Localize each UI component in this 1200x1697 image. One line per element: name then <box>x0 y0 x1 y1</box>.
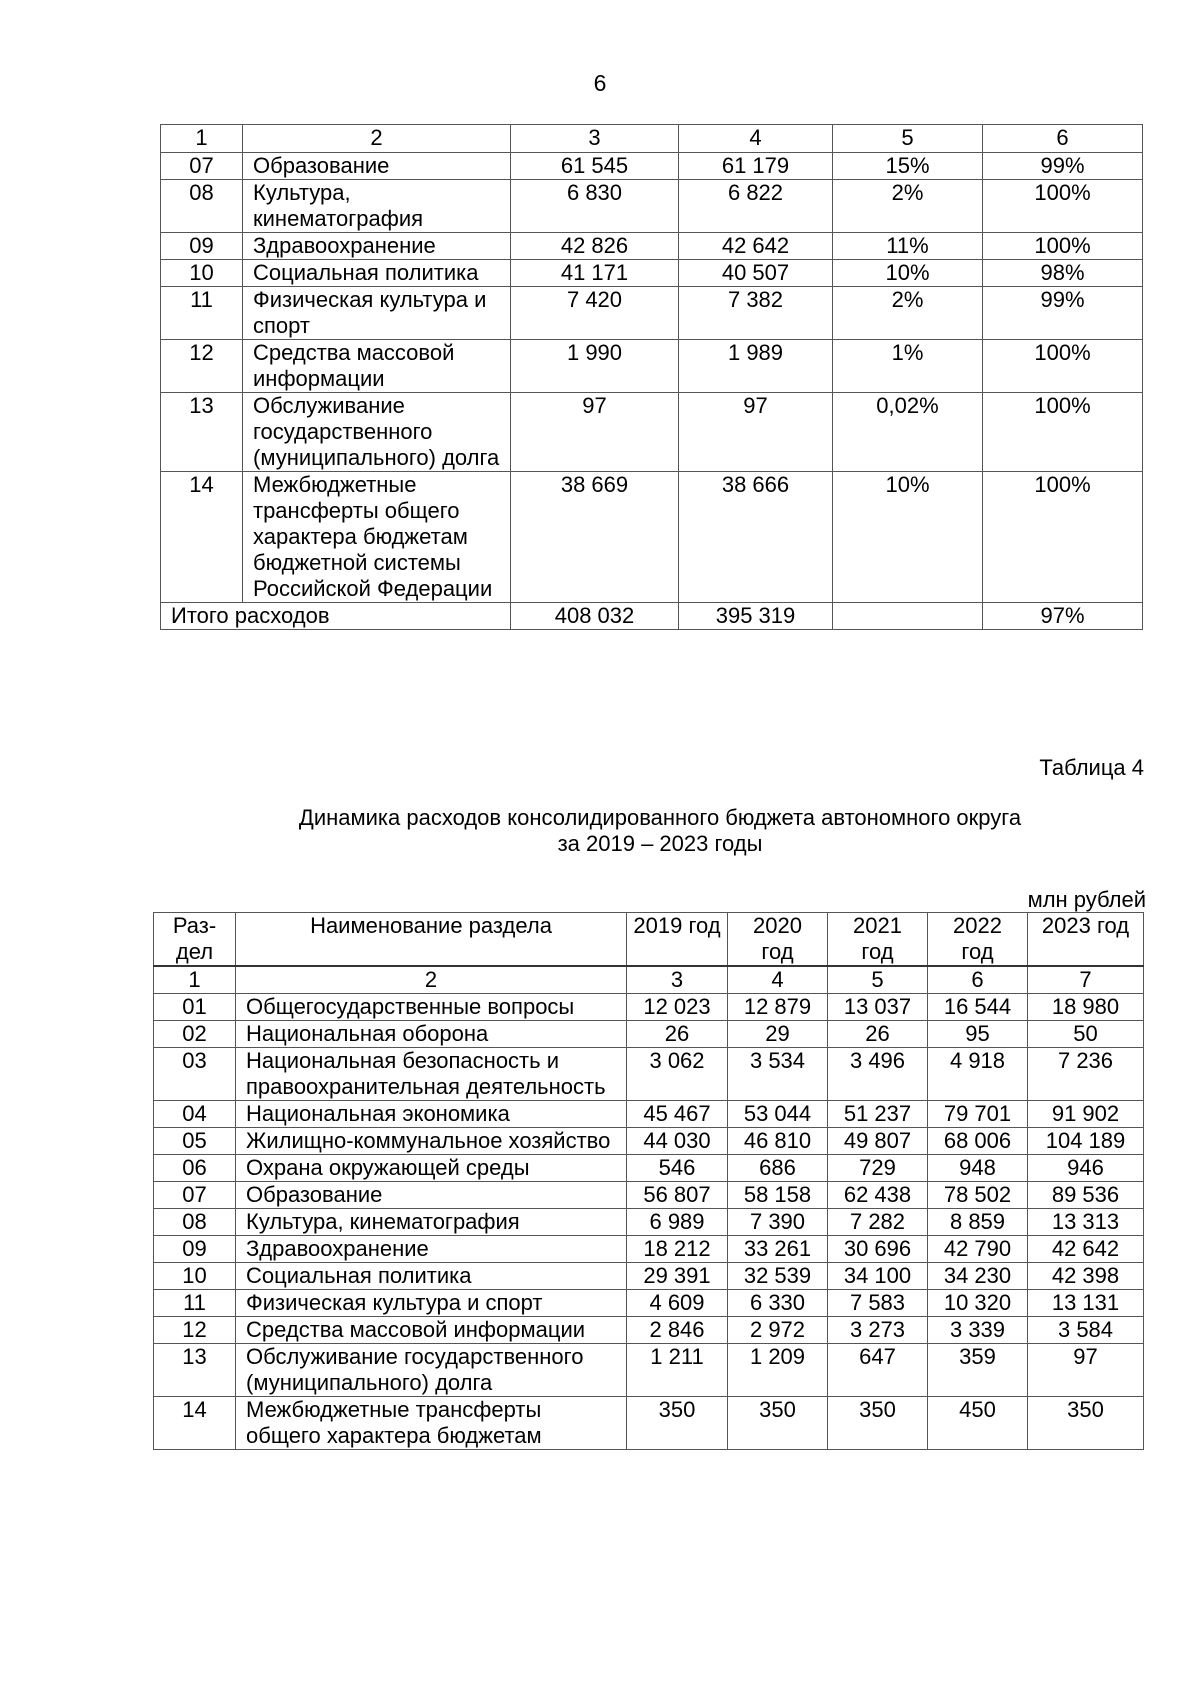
table-row <box>154 994 1144 1021</box>
value-2019: 12 023 <box>627 994 728 1021</box>
table-row <box>161 260 1143 287</box>
header-year: 2019 год <box>627 913 728 967</box>
section-name: Физическая культура и спорт <box>236 1290 627 1317</box>
share-value <box>833 603 983 630</box>
section-name: Национальная оборона <box>236 1021 627 1048</box>
section-code: 14 <box>161 472 243 603</box>
column-number: 5 <box>833 125 983 153</box>
table-caption: Таблица 4 <box>1039 755 1144 780</box>
value-2020: 7 390 <box>728 1209 828 1236</box>
value-2021: 3 273 <box>828 1317 928 1344</box>
share-value: 1% <box>833 340 983 393</box>
section-name: Средства массовой информации <box>236 1317 627 1344</box>
section-name: Образование <box>236 1182 627 1209</box>
section-name: Национальная безопасность и правоохранительная деятельность <box>236 1048 627 1101</box>
table-body <box>161 125 1143 630</box>
section-code: 08 <box>161 180 243 233</box>
section-name: Физическая культура и спорт <box>243 287 511 340</box>
execution-value: 100% <box>983 340 1143 393</box>
value-2023: 89 536 <box>1028 1182 1144 1209</box>
share-value: 10% <box>833 472 983 603</box>
value-2020: 1 209 <box>728 1344 828 1397</box>
value-2020: 6 330 <box>728 1290 828 1317</box>
plan-value: 1 990 <box>511 340 679 393</box>
value-2021: 49 807 <box>828 1128 928 1155</box>
table-title-line: за 2019 – 2023 годы <box>557 831 763 856</box>
table-row <box>154 1344 1144 1397</box>
section-code: 11 <box>154 1290 236 1317</box>
value-2019: 29 391 <box>627 1263 728 1290</box>
section-code: 01 <box>154 994 236 1021</box>
value-2022: 78 502 <box>928 1182 1028 1209</box>
column-number: 1 <box>154 966 236 994</box>
value-2020: 58 158 <box>728 1182 828 1209</box>
value-2019: 3 062 <box>627 1048 728 1101</box>
value-2019: 44 030 <box>627 1128 728 1155</box>
fact-value: 1 989 <box>679 340 833 393</box>
header-section: Раз-дел <box>154 913 236 967</box>
column-number: 5 <box>828 966 928 994</box>
value-2022: 42 790 <box>928 1236 1028 1263</box>
table-row <box>154 1182 1144 1209</box>
value-2023: 91 902 <box>1028 1101 1144 1128</box>
value-2019: 26 <box>627 1021 728 1048</box>
table-row <box>154 1021 1144 1048</box>
value-2019: 56 807 <box>627 1182 728 1209</box>
execution-value: 98% <box>983 260 1143 287</box>
table-title <box>0 805 1200 857</box>
table-row <box>154 1397 1144 1450</box>
section-code: 09 <box>154 1236 236 1263</box>
plan-value: 6 830 <box>511 180 679 233</box>
section-name: Межбюджетные трансферты общего характера бюджетам <box>236 1397 627 1450</box>
value-2020: 12 879 <box>728 994 828 1021</box>
section-code: 07 <box>154 1182 236 1209</box>
table-body <box>154 913 1144 1450</box>
value-2021: 647 <box>828 1344 928 1397</box>
value-2020: 29 <box>728 1021 828 1048</box>
value-2022: 79 701 <box>928 1101 1028 1128</box>
table-row <box>154 1317 1144 1344</box>
section-name: Жилищно-коммунальное хозяйство <box>236 1128 627 1155</box>
table-row <box>161 153 1143 180</box>
plan-value: 38 669 <box>511 472 679 603</box>
fact-value: 6 822 <box>679 180 833 233</box>
section-name: Социальная политика <box>236 1263 627 1290</box>
value-2022: 450 <box>928 1397 1028 1450</box>
value-2021: 7 282 <box>828 1209 928 1236</box>
value-2019: 6 989 <box>627 1209 728 1236</box>
table-row <box>154 1128 1144 1155</box>
section-code: 10 <box>154 1263 236 1290</box>
execution-value: 100% <box>983 233 1143 260</box>
section-name: Средства массовой информации <box>243 340 511 393</box>
value-2023: 97 <box>1028 1344 1144 1397</box>
section-name: Культура, кинематография <box>236 1209 627 1236</box>
value-2020: 350 <box>728 1397 828 1450</box>
section-code: 13 <box>161 393 243 472</box>
units-label: млн рублей <box>1027 887 1146 912</box>
value-2021: 3 496 <box>828 1048 928 1101</box>
value-2021: 62 438 <box>828 1182 928 1209</box>
column-number: 3 <box>627 966 728 994</box>
column-number: 1 <box>161 125 243 153</box>
section-name: Образование <box>243 153 511 180</box>
table-row <box>154 1290 1144 1317</box>
section-code: 04 <box>154 1101 236 1128</box>
plan-value: 41 171 <box>511 260 679 287</box>
column-number: 7 <box>1028 966 1144 994</box>
table-row <box>154 1263 1144 1290</box>
value-2019: 4 609 <box>627 1290 728 1317</box>
section-code: 06 <box>154 1155 236 1182</box>
section-code: 14 <box>154 1397 236 1450</box>
value-2023: 18 980 <box>1028 994 1144 1021</box>
table-row <box>154 1101 1144 1128</box>
total-row <box>161 603 1143 630</box>
section-code: 08 <box>154 1209 236 1236</box>
value-2019: 546 <box>627 1155 728 1182</box>
section-name: Здравоохранение <box>236 1236 627 1263</box>
value-2023: 13 131 <box>1028 1290 1144 1317</box>
section-code: 09 <box>161 233 243 260</box>
share-value: 2% <box>833 287 983 340</box>
plan-value: 7 420 <box>511 287 679 340</box>
column-number: 2 <box>236 966 627 994</box>
value-2021: 729 <box>828 1155 928 1182</box>
table-row <box>154 1209 1144 1236</box>
table-row <box>154 1155 1144 1182</box>
value-2023: 7 236 <box>1028 1048 1144 1101</box>
share-value: 10% <box>833 260 983 287</box>
section-code: 05 <box>154 1128 236 1155</box>
value-2023: 42 398 <box>1028 1263 1144 1290</box>
section-name: Национальная экономика <box>236 1101 627 1128</box>
value-2020: 33 261 <box>728 1236 828 1263</box>
value-2019: 45 467 <box>627 1101 728 1128</box>
plan-value: 42 826 <box>511 233 679 260</box>
header-year: 2022 год <box>928 913 1028 967</box>
table-row <box>161 393 1143 472</box>
value-2022: 3 339 <box>928 1317 1028 1344</box>
table-row <box>161 180 1143 233</box>
section-name: Культура, кинематография <box>243 180 511 233</box>
section-code: 02 <box>154 1021 236 1048</box>
value-2022: 95 <box>928 1021 1028 1048</box>
column-number-row <box>161 125 1143 153</box>
section-name: Здравоохранение <box>243 233 511 260</box>
value-2021: 26 <box>828 1021 928 1048</box>
table-row <box>161 472 1143 603</box>
value-2021: 13 037 <box>828 994 928 1021</box>
table-row <box>161 340 1143 393</box>
value-2023: 350 <box>1028 1397 1144 1450</box>
execution-value: 100% <box>983 180 1143 233</box>
section-name: Охрана окружающей среды <box>236 1155 627 1182</box>
execution-value: 100% <box>983 393 1143 472</box>
section-name: Межбюджетные трансферты общего характера бюджетам бюджетной системы Российской Федерации <box>243 472 511 603</box>
section-name: Социальная политика <box>243 260 511 287</box>
value-2023: 3 584 <box>1028 1317 1144 1344</box>
column-number: 6 <box>983 125 1143 153</box>
table-row <box>161 233 1143 260</box>
value-2019: 2 846 <box>627 1317 728 1344</box>
value-2022: 8 859 <box>928 1209 1028 1236</box>
value-2020: 32 539 <box>728 1263 828 1290</box>
column-number: 3 <box>511 125 679 153</box>
share-value: 0,02% <box>833 393 983 472</box>
fact-value: 38 666 <box>679 472 833 603</box>
value-2021: 34 100 <box>828 1263 928 1290</box>
section-code: 07 <box>161 153 243 180</box>
column-number: 4 <box>728 966 828 994</box>
value-2021: 7 583 <box>828 1290 928 1317</box>
table-row <box>154 1048 1144 1101</box>
fact-value: 42 642 <box>679 233 833 260</box>
section-code: 11 <box>161 287 243 340</box>
value-2019: 1 211 <box>627 1344 728 1397</box>
execution-value: 100% <box>983 472 1143 603</box>
value-2021: 30 696 <box>828 1236 928 1263</box>
fact-value: 61 179 <box>679 153 833 180</box>
execution-value: 99% <box>983 153 1143 180</box>
plan-value: 97 <box>511 393 679 472</box>
execution-value: 97% <box>983 603 1143 630</box>
fact-value: 40 507 <box>679 260 833 287</box>
header-name: Наименование раздела <box>236 913 627 967</box>
column-number-row <box>154 966 1144 994</box>
share-value: 11% <box>833 233 983 260</box>
value-2023: 104 189 <box>1028 1128 1144 1155</box>
column-number: 2 <box>243 125 511 153</box>
section-code: 10 <box>161 260 243 287</box>
fact-value: 97 <box>679 393 833 472</box>
table-row <box>161 287 1143 340</box>
value-2022: 10 320 <box>928 1290 1028 1317</box>
value-2023: 946 <box>1028 1155 1144 1182</box>
value-2022: 948 <box>928 1155 1028 1182</box>
value-2022: 16 544 <box>928 994 1028 1021</box>
plan-value: 408 032 <box>511 603 679 630</box>
plan-value: 61 545 <box>511 153 679 180</box>
value-2022: 4 918 <box>928 1048 1028 1101</box>
section-name: Общегосударственные вопросы <box>236 994 627 1021</box>
expenditure-execution-table <box>160 124 1143 630</box>
value-2019: 18 212 <box>627 1236 728 1263</box>
table-row <box>154 1236 1144 1263</box>
value-2023: 50 <box>1028 1021 1144 1048</box>
header-row <box>154 913 1144 967</box>
header-year: 2021 год <box>828 913 928 967</box>
value-2022: 68 006 <box>928 1128 1028 1155</box>
fact-value: 7 382 <box>679 287 833 340</box>
value-2021: 350 <box>828 1397 928 1450</box>
section-code: 03 <box>154 1048 236 1101</box>
column-number: 6 <box>928 966 1028 994</box>
expenditure-dynamics-table <box>153 912 1144 1450</box>
column-number: 4 <box>679 125 833 153</box>
header-year: 2023 год <box>1028 913 1144 967</box>
total-label: Итого расходов <box>161 603 511 630</box>
execution-value: 99% <box>983 287 1143 340</box>
section-name: Обслуживание государственного (муниципального) долга <box>236 1344 627 1397</box>
value-2019: 350 <box>627 1397 728 1450</box>
section-code: 12 <box>154 1317 236 1344</box>
table-title-line: Динамика расходов консолидированного бюджета автономного округа <box>298 805 1022 830</box>
header-year: 2020 год <box>728 913 828 967</box>
section-code: 12 <box>161 340 243 393</box>
fact-value: 395 319 <box>679 603 833 630</box>
page-number: 6 <box>593 70 607 96</box>
value-2023: 13 313 <box>1028 1209 1144 1236</box>
value-2021: 51 237 <box>828 1101 928 1128</box>
value-2020: 53 044 <box>728 1101 828 1128</box>
section-code: 13 <box>154 1344 236 1397</box>
value-2020: 3 534 <box>728 1048 828 1101</box>
value-2022: 359 <box>928 1344 1028 1397</box>
value-2022: 34 230 <box>928 1263 1028 1290</box>
value-2023: 42 642 <box>1028 1236 1144 1263</box>
value-2020: 686 <box>728 1155 828 1182</box>
section-name: Обслуживание государственного (муниципального) долга <box>243 393 511 472</box>
value-2020: 46 810 <box>728 1128 828 1155</box>
value-2020: 2 972 <box>728 1317 828 1344</box>
share-value: 15% <box>833 153 983 180</box>
share-value: 2% <box>833 180 983 233</box>
